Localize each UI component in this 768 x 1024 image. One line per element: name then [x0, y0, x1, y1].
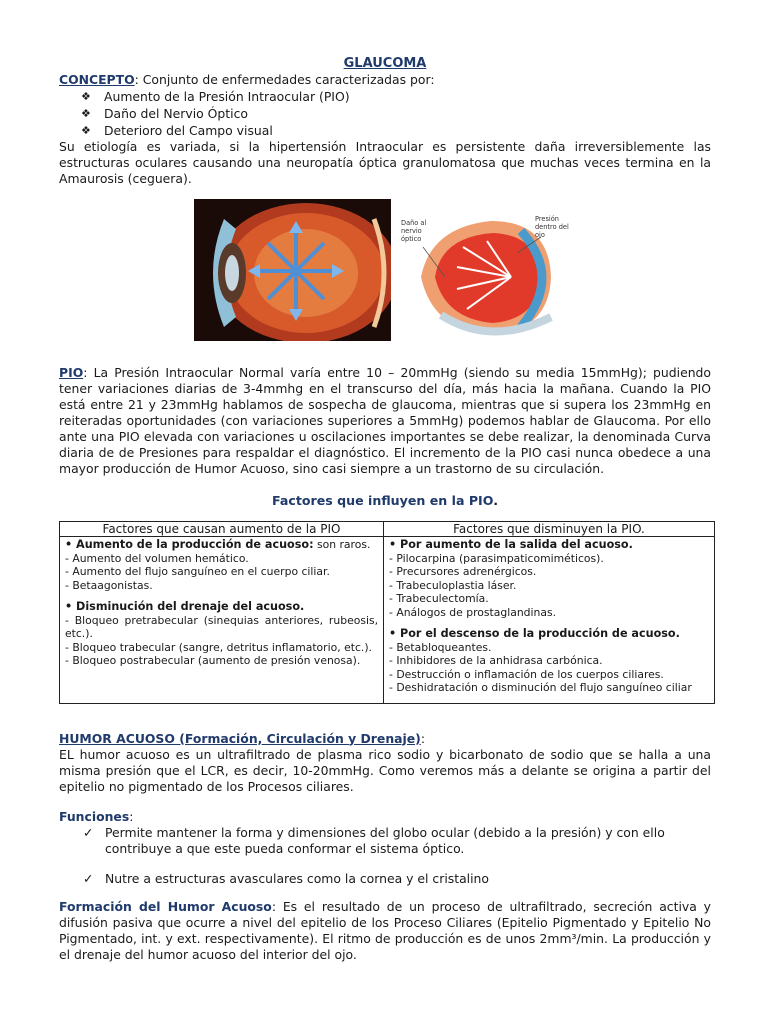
formacion-paragraph [59, 899, 711, 963]
document-title: GLAUCOMA [343, 56, 427, 71]
increased-outflow-heading: • Por aumento de la salida del acuoso. [389, 538, 633, 551]
list-item: - Trabeculoplastia láser. [389, 578, 517, 592]
decrease-factors-cell [384, 537, 715, 704]
checkmark-icon: ✓ [83, 870, 94, 886]
figures-row [59, 193, 711, 353]
list-item: - Precursores adrenérgicos. [389, 565, 537, 578]
increase-factors-cell [60, 537, 384, 704]
list-item: ❖ Deterioro del Campo visual [81, 123, 273, 138]
table-header-decrease: Factores que disminuyen la PIO. [384, 522, 715, 537]
funciones-list [59, 825, 711, 887]
list-item: - Aumento del volumen hemático. [65, 551, 249, 565]
list-item: - Aumento del flujo sanguíneo en el cuerpo ciliar. [65, 565, 330, 578]
list-item: - Análogos de prostaglandinas. [389, 605, 557, 619]
decreased-drainage-heading: • Disminución del drenaje del acuoso. [65, 600, 305, 613]
table-header-increase: Factores que causan aumento de la PIO [60, 522, 384, 537]
concept-text: : Conjunto de enfermedades caracterizadas por: [134, 72, 435, 87]
list-item: - Betaagonistas. [65, 578, 153, 592]
document-page [59, 56, 711, 963]
list-item: - Pilocarpina (parasimpaticomiméticos). [389, 551, 604, 565]
list-item: ✓ Permite mantener la forma y dimensiones del globo ocular (debido a la presión) y con ello contribuye a que este pueda conformar el sistema óptico. [83, 824, 665, 856]
humor-heading: HUMOR ACUOSO (Formación, Circulación y Drenaje) [59, 730, 421, 746]
diamond-bullet-icon: ❖ [81, 107, 91, 120]
figure-label-nerve-damage: Daño al nervio óptico [401, 219, 427, 243]
list-item: - Inhibidores de la anhidrasa carbónica. [389, 654, 603, 667]
humor-heading-line: HUMOR ACUOSO (Formación, Circulación y Drenaje): [59, 730, 426, 746]
list-item: - Destrucción o inflamación de los cuerpos ciliares. [389, 667, 664, 681]
list-item: ❖ Aumento de la Presión Intraocular (PIO) [81, 89, 350, 104]
list-item: - Bloqueo postrabecular (aumento de presión venosa). [65, 654, 361, 667]
checkmark-icon: ✓ [83, 824, 94, 840]
diamond-bullet-icon: ❖ [81, 90, 91, 103]
concept-paragraph: Su etiología es variada, si la hipertensión Intraocular es persistente daña irreversiblemente las estructuras oculares causando una neuropatía óptica granulomatosa que muchas veces termina en la Amaurosis (ceguera). [59, 139, 711, 186]
concept-label: CONCEPTO [59, 72, 135, 87]
list-item: ❖ Daño del Nervio Óptico [81, 106, 248, 121]
funciones-heading: Funciones [59, 808, 130, 824]
glaucoma-eye-diagram [401, 207, 569, 339]
pio-paragraph [59, 365, 711, 477]
formacion-heading: Formación del Humor Acuoso [59, 898, 272, 914]
formacion-text: : Es el resultado de un proceso de ultrafiltrado, secreción activa y difusión pasiva que ocurre a nivel del epitelio de los Proceso Ciliares (Epitelio Pigmentado y Epitelio No Pigmentado, int. y ext. respectivamente). El ritmo de producción es de unos 2mm³/min. La producción y el drenaje del humor acuoso del interior del ojo. [59, 898, 712, 962]
pio-label: PIO [59, 365, 84, 380]
increase-production-block: • Aumento de la producción de acuoso: son raros. [65, 538, 371, 551]
pio-text: : La Presión Intraocular Normal varía entre 10 – 20mmHg (siendo su media 15mmHg); pudiendo tener variaciones diarias de 3-4mmhg en el transcurso del día, más hacia la mañana. Cuando la PIO está entre 21 y 23mmHg hablamos de sospecha de glaucoma, mientras que si supera los 23mmHg en reiteradas oportunidades (con variaciones superiores a 5mmHg) podemos hablar de Glaucoma. Por ello ante una PIO elevada con variaciones u oscilaciones importantes se debe realizar, la denominada Curva diaria de de Presiones para respaldar el diagnóstico. El incremento de la PIO casi nunca obedece a una mayor producción de Humor Acuoso, sino casi siempre a un trastorno de su circulación. [59, 365, 711, 476]
pio-factors-table [59, 521, 715, 704]
list-item: ✓ Nutre a estructuras avasculares como la cornea y el cristalino [83, 870, 489, 886]
factors-section-title: Factores que influyen en la PIO. [272, 493, 498, 508]
concept-line [59, 72, 711, 88]
list-item: - Bloqueo trabecular (sangre, detritus inflamatorio, etc.). [65, 640, 372, 654]
list-item: - Bloqueo pretrabecular (sinequias anteriores, rubeosis, etc.). [65, 613, 378, 640]
eye-pressure-cross-section-image [194, 199, 391, 341]
list-item: - Trabeculectomía. [389, 592, 489, 605]
increase-production-heading: • Aumento de la producción de acuoso: [65, 538, 314, 551]
diamond-bullet-icon: ❖ [81, 124, 91, 137]
figure-label-eye-pressure: Presión dentro del ojo [535, 215, 569, 239]
concept-bullet-list [59, 88, 711, 139]
list-item: - Betabloqueantes. [389, 640, 492, 654]
list-item: - Deshidratación o disminución del flujo sanguíneo ciliar [389, 681, 692, 694]
funciones-heading-line: Funciones: [59, 808, 134, 824]
decreased-production-heading: • Por el descenso de la producción de acuoso. [389, 627, 680, 640]
humor-paragraph: EL humor acuoso es un ultrafiltrado de plasma rico sodio y bicarbonato de sodio que se halla a una misma presión que el LCR, es decir, 10-20mmHg. Como veremos más a delante se origina a partir del epitelio no pigmentado de los Procesos ciliares. [59, 746, 711, 794]
